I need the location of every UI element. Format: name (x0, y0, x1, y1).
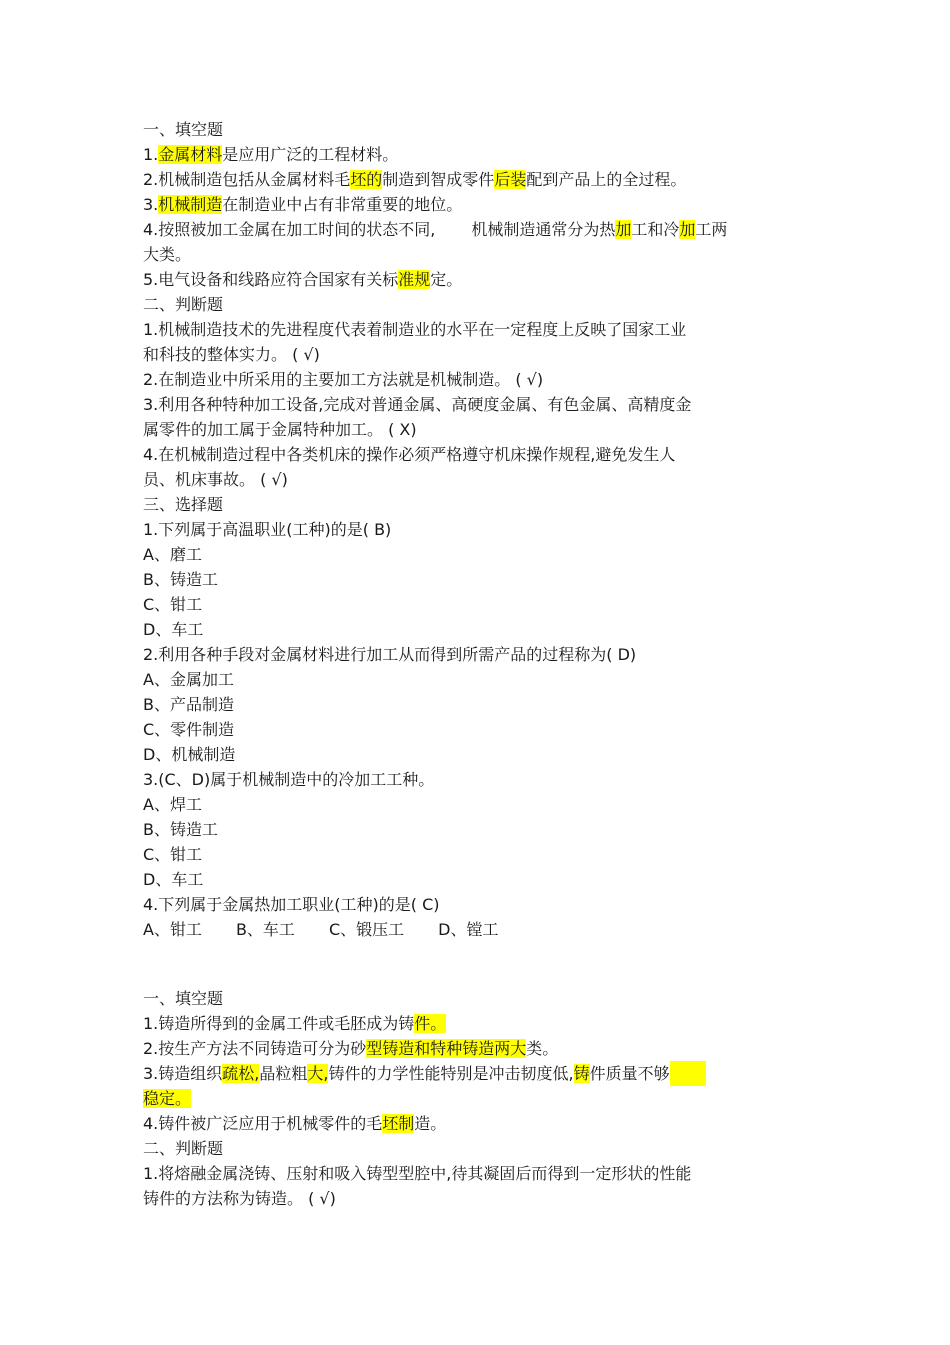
fill-question-3: 3.铸造组织疏松,晶粒粗大,铸件的力学性能特别是冲击韧度低,铸件质量不够 (143, 1061, 823, 1086)
judge-question-4: 4.在机械制造过程中各类机床的操作必须严格遵守机床操作规程,避免发生人 (143, 445, 676, 464)
fill-question-1: 1.铸造所得到的金属工件或毛胚成为铸件。 (143, 1014, 447, 1033)
choice-question-4: 4.下列属于金属热加工职业(工种)的是( C) (143, 895, 440, 914)
judge-question-3-cont: 属零件的加工属于金属特种加工。 ( X) (143, 420, 417, 439)
choice-option: B、产品制造 (143, 695, 234, 714)
choice-option: B、铸造工 (143, 820, 218, 839)
choice-option: A、金属加工 (143, 670, 234, 689)
choice-options-inline (143, 917, 823, 942)
fill-question-4-cont: 大类。 (143, 245, 192, 264)
judge-question-1: 1.将熔融金属浇铸、压射和吸入铸型型腔中,待其凝固后而得到一定形状的性能 (143, 1164, 692, 1183)
section-heading-fill: 一、填空题 (143, 120, 224, 139)
choice-option: D、镗工 (438, 920, 499, 939)
fill-question-2: 2.机械制造包括从金属材料毛坯的制造到智成零件后装配到产品上的全过程。 (143, 170, 687, 189)
judge-question-2: 2.在制造业中所采用的主要加工方法就是机械制造。 ( √) (143, 370, 544, 389)
judge-question-1-cont: 和科技的整体实力。 ( √) (143, 345, 320, 364)
judge-question-4-cont: 员、机床事故。 ( √) (143, 470, 288, 489)
choice-option: D、车工 (143, 620, 204, 639)
section-heading-choice: 三、选择题 (143, 495, 224, 514)
choice-option: C、锻压工 (328, 920, 405, 939)
fill-question-2: 2.按生产方法不同铸造可分为砂型铸造和特种铸造两大类。 (143, 1039, 559, 1058)
choice-question-2: 2.利用各种手段对金属材料进行加工从而得到所需产品的过程称为( D) (143, 645, 637, 664)
choice-question-1: 1.下列属于高温职业(工种)的是( B) (143, 520, 392, 539)
fill-question-5: 5.电气设备和线路应符合国家有关标准规定。 (143, 270, 463, 289)
choice-option: A、磨工 (143, 545, 202, 564)
fill-question-3-cont: 稳定。 (143, 1089, 192, 1108)
choice-option: B、车工 (235, 920, 295, 939)
judge-question-1: 1.机械制造技术的先进程度代表着制造业的水平在一定程度上反映了国家工业 (143, 320, 687, 339)
fill-question-4: 4.按照被加工金属在加工时间的状态不同, 机械制造通常分为热加工和冷加工两 (143, 220, 728, 239)
judge-question-1-cont: 铸件的方法称为铸造。 ( √) (143, 1189, 336, 1208)
choice-option: C、钳工 (143, 595, 203, 614)
section-heading-fill: 一、填空题 (143, 989, 224, 1008)
document-part-1 (143, 117, 823, 942)
choice-option: D、车工 (143, 870, 204, 889)
section-heading-judge: 二、判断题 (143, 1139, 224, 1158)
choice-option: C、零件制造 (143, 720, 235, 739)
choice-option: A、焊工 (143, 795, 202, 814)
fill-question-3: 3.机械制造在制造业中占有非常重要的地位。 (143, 195, 463, 214)
judge-question-3: 3.利用各种特种加工设备,完成对普通金属、高硬度金属、有色金属、高精度金 (143, 395, 692, 414)
choice-option: A、钳工 (143, 920, 202, 939)
fill-question-4: 4.铸件被广泛应用于机械零件的毛坯制造。 (143, 1114, 447, 1133)
fill-question-1: 1.金属材料是应用广泛的工程材料。 (143, 145, 399, 164)
choice-option: C、钳工 (143, 845, 203, 864)
document-part-2 (143, 986, 823, 1211)
choice-question-3: 3.(C、D)属于机械制造中的冷加工工种。 (143, 770, 435, 789)
choice-option: D、机械制造 (143, 745, 236, 764)
section-heading-judge: 二、判断题 (143, 295, 224, 314)
choice-option: B、铸造工 (143, 570, 218, 589)
